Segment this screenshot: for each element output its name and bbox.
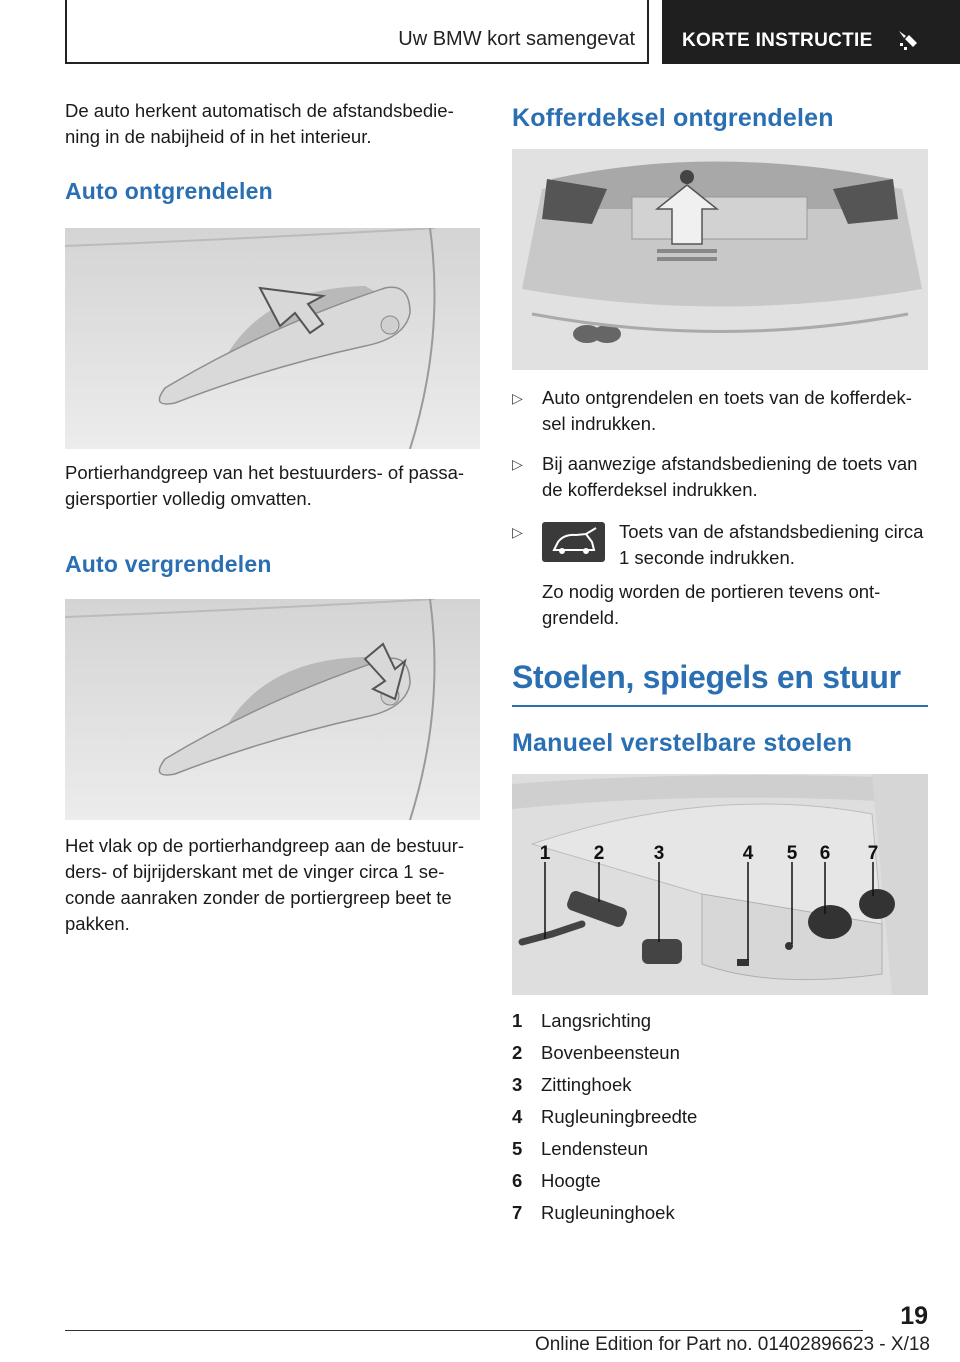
seat-label-6: 6 bbox=[819, 843, 831, 864]
seat-label-1: 1 bbox=[539, 843, 551, 864]
seat-label-5: 5 bbox=[786, 843, 798, 864]
bullet-text: Auto ontgrendelen en toets van de kofferdek-sel indrukken. bbox=[542, 387, 912, 434]
list-item: 5 Lendensteun bbox=[512, 1138, 648, 1159]
intro-text: De auto herkent automatisch de afstandsbedie-ning in de nabijheid of in het interieur. bbox=[65, 100, 454, 147]
door-handle-touch-image bbox=[65, 599, 480, 820]
list-item: 4 Rugleuningbreedte bbox=[512, 1106, 698, 1127]
header-chapter-title: KORTE INSTRUCTIE bbox=[682, 30, 873, 51]
chapter-rule bbox=[512, 705, 928, 707]
lock-heading: Auto vergrendelen bbox=[65, 551, 272, 577]
header-chapter-box bbox=[662, 0, 960, 64]
list-item bbox=[512, 451, 928, 503]
seats-heading: Manueel verstelbare stoelen bbox=[512, 729, 853, 757]
unlock-heading: Auto ontgrendelen bbox=[65, 178, 273, 204]
header-section-title: Uw BMW kort samengevat bbox=[398, 28, 635, 50]
chapter-heading: Stoelen, spiegels en stuur bbox=[512, 659, 901, 695]
seat-legend bbox=[512, 1008, 928, 1232]
bullet-text: Bij aanwezige afstandsbediening de toets van de kofferdeksel indrukken. bbox=[542, 453, 918, 500]
car-rear-trunk-image bbox=[512, 149, 928, 370]
unlock-text: Portierhandgreep van het bestuurders- of passa-giersportier volledig omvatten. bbox=[65, 462, 465, 509]
seat-label-3: 3 bbox=[653, 843, 665, 864]
seat-label-7: 7 bbox=[867, 843, 879, 864]
lock-text: Het vlak op de portierhandgreep aan de bestuur-ders- of bijrijderskant met de vinger circa 1 se-conde aanraken zonder de portiergreep beet te pakken. bbox=[65, 835, 465, 934]
seat-label-2: 2 bbox=[593, 843, 605, 864]
list-item: 1 Langsrichting bbox=[512, 1010, 652, 1031]
trunk-heading: Kofferdeksel ontgrendelen bbox=[512, 104, 834, 132]
remote-note: Zo nodig worden de portieren tevens ont-grendeld. bbox=[542, 581, 881, 628]
trunk-bullets bbox=[512, 385, 928, 571]
triangle-bullet-icon: ▷ bbox=[512, 390, 523, 406]
footer-edition: Online Edition for Part no. 01402896623 - X/18 bbox=[534, 1334, 930, 1355]
list-item: 6 Hoogte bbox=[512, 1170, 601, 1191]
remote-bullet-text: Toets van de afstandsbediening circa 1 seconde indrukken. bbox=[619, 521, 924, 568]
seat-label-4: 4 bbox=[742, 843, 754, 864]
list-item bbox=[512, 385, 928, 437]
right-column bbox=[512, 98, 928, 1232]
list-item: 3 Zittinghoek bbox=[512, 1074, 632, 1095]
list-item bbox=[512, 519, 928, 571]
triangle-bullet-icon: ▷ bbox=[512, 456, 523, 472]
triangle-bullet-icon: ▷ bbox=[512, 524, 523, 540]
footer-rule bbox=[65, 1330, 863, 1331]
left-column bbox=[65, 98, 480, 937]
header-section-box bbox=[65, 0, 649, 64]
door-handle-press-image bbox=[65, 228, 480, 449]
list-item: 2 Bovenbeensteun bbox=[512, 1042, 680, 1063]
page-number: 19 bbox=[900, 1302, 928, 1330]
list-item: 7 Rugleuninghoek bbox=[512, 1202, 675, 1223]
seat-controls-image bbox=[512, 774, 928, 995]
open-trunk-button-icon bbox=[542, 522, 605, 562]
pointer-hand-icon bbox=[896, 28, 920, 52]
